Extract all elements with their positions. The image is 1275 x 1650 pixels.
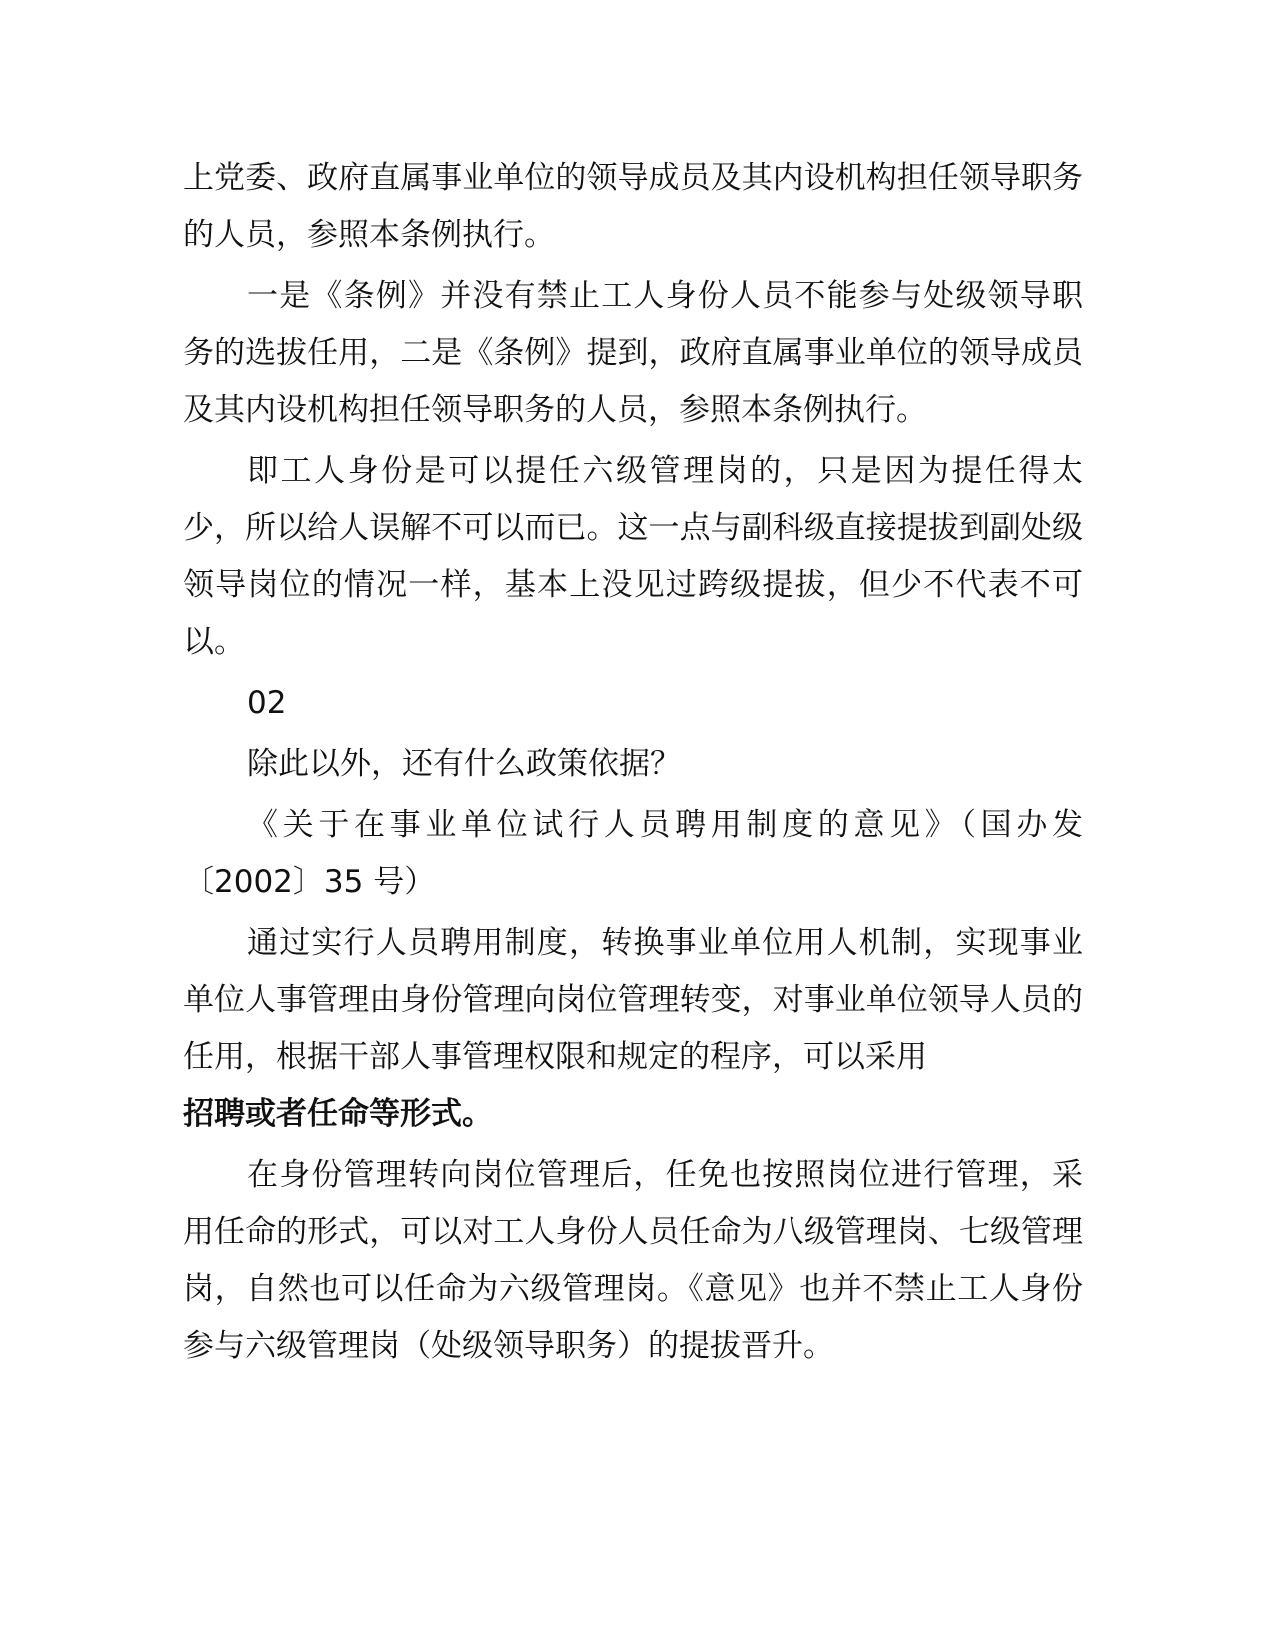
- document-body: [183, 150, 1083, 1379]
- paragraph-continuation: 上党委、政府直属事业单位的领导成员及其内设机构担任领导职务的人员，参照本条例执行。: [183, 160, 1083, 253]
- section-question: 除此以外，还有什么政策依据？: [247, 746, 681, 782]
- paragraph-regulation-points: 一是《条例》并没有禁止工人身份人员不能参与处级领导职务的选拔任用，二是《条例》提到，政府直属事业单位的领导成员及其内设机构担任领导职务的人员，参照本条例执行。: [183, 278, 1083, 428]
- paragraph-employment-system: 通过实行人员聘用制度，转换事业单位用人机制，实现事业单位人事管理由身份管理向岗位管理转变，对事业单位领导人员的任用，根据干部人事管理权限和规定的程序，可以采用: [183, 925, 1083, 1075]
- paragraph-worker-status: 即工人身份是可以提任六级管理岗的，只是因为提任得太少，所以给人误解不可以而已。这一点与副科级直接提拔到副处级领导岗位的情况一样，基本上没见过跨级提拔，但少不代表不可以。: [183, 453, 1083, 660]
- paragraph-employment-forms: 招聘或者任命等形式。: [183, 1096, 493, 1132]
- paragraph-post-management: 在身份管理转向岗位管理后，任免也按照岗位进行管理，采用任命的形式，可以对工人身份人员任命为八级管理岗、七级管理岗，自然也可以任命为六级管理岗。《意见》也并不禁止工人身份参与六级管理岗（处级领导职务）的提拔晋升。: [183, 1157, 1083, 1364]
- section-number: 02: [247, 685, 287, 721]
- policy-document-title: 《关于在事业单位试行人员聘用制度的意见》（国办发〔2002〕35 号）: [183, 807, 1083, 900]
